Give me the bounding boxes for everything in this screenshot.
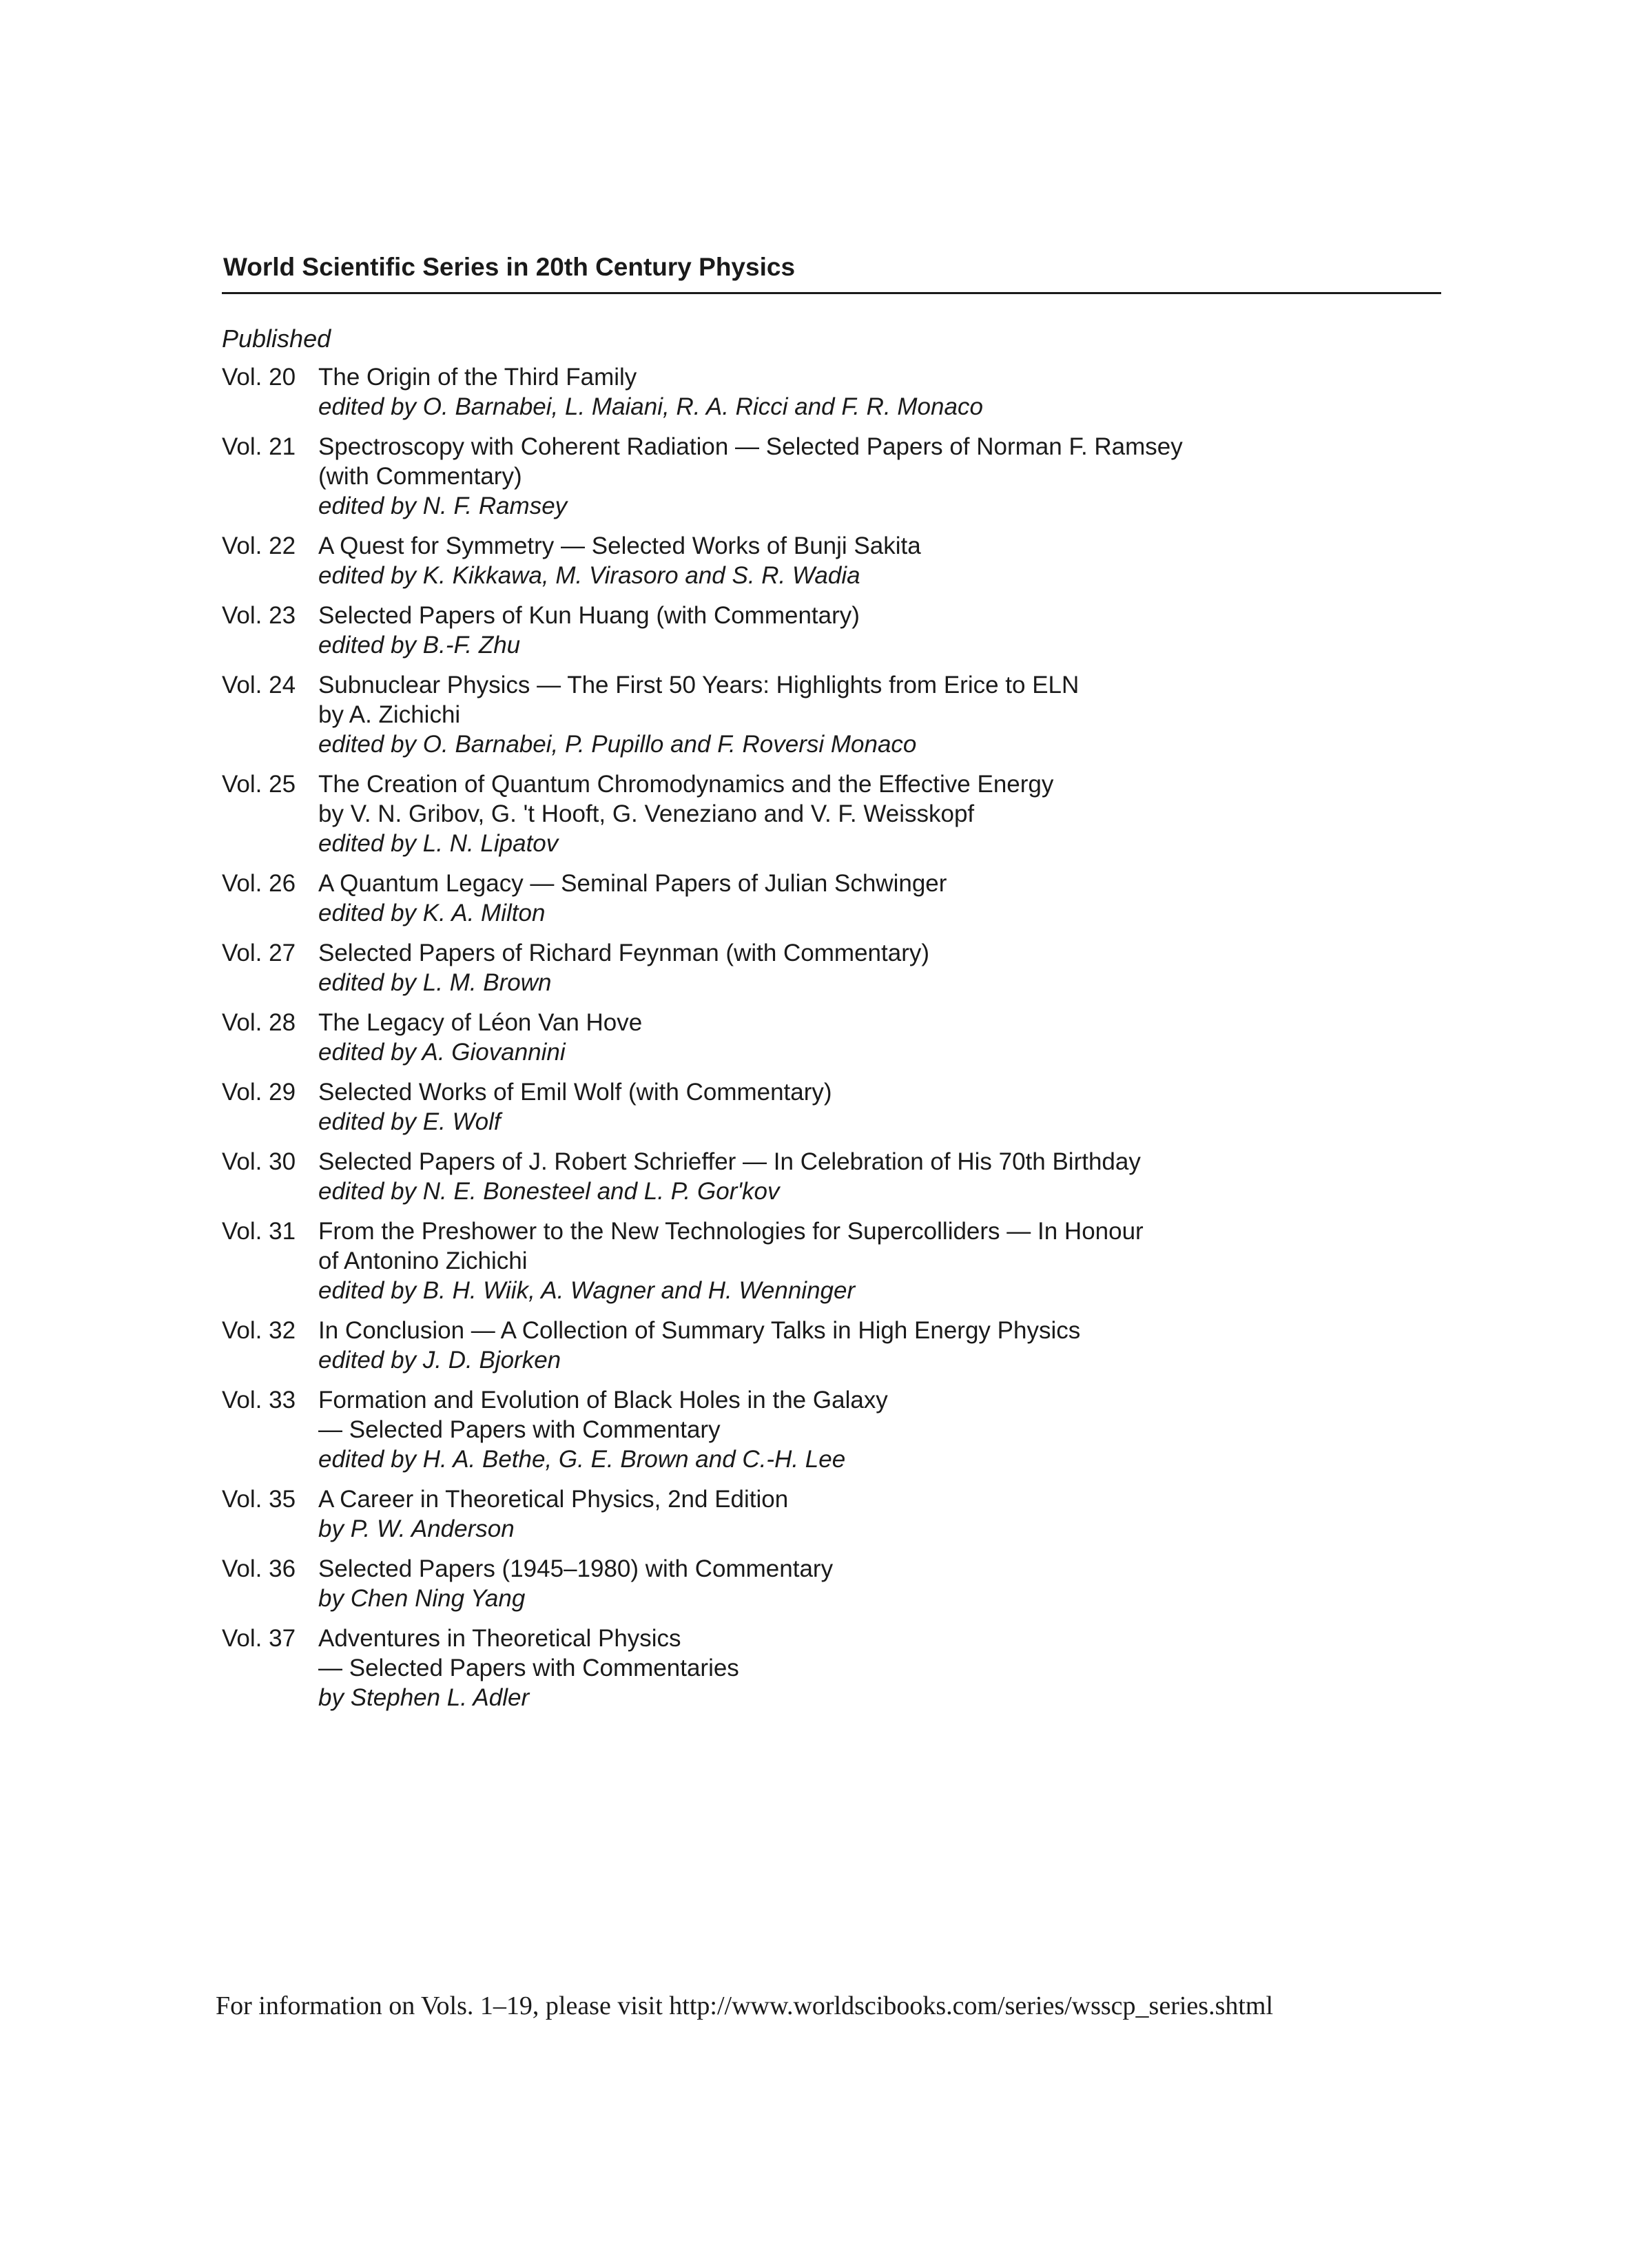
volume-editor: edited by O. Barnabei, L. Maiani, R. A. Ricci and F. R. Monaco (318, 393, 983, 420)
volume-title-line: Formation and Evolution of Black Holes in the Galaxy (318, 1387, 888, 1413)
volume-details (318, 1216, 1393, 1305)
volume-details (318, 601, 1393, 660)
volume-details (318, 670, 1393, 759)
volume-title-line: by A. Zichichi (318, 701, 461, 728)
volume-entry (222, 1484, 1393, 1544)
volume-editor: by Chen Ning Yang (318, 1585, 526, 1612)
volume-number: Vol. 25 (222, 771, 296, 798)
volume-title-line: A Quest for Symmetry — Selected Works of Bunji Sakita (318, 532, 921, 559)
volume-number: Vol. 22 (222, 532, 296, 559)
footer-note: For information on Vols. 1–19, please visit http://www.worldscibooks.com/series/wsscp_series.shtml (216, 1991, 1274, 2020)
volume-entry (222, 362, 1393, 422)
series-header (222, 252, 1440, 294)
volume-entry (222, 1147, 1393, 1206)
volume-details (318, 869, 1393, 928)
volume-number: Vol. 30 (222, 1148, 296, 1175)
volume-editor: edited by O. Barnabei, P. Pupillo and F. Roversi Monaco (318, 731, 917, 758)
volume-title-line: A Career in Theoretical Physics, 2nd Edition (318, 1486, 789, 1513)
volume-entry (222, 869, 1393, 928)
volume-title-line: The Origin of the Third Family (318, 364, 637, 391)
volume-editor: edited by N. E. Bonesteel and L. P. Gor'kov (318, 1178, 780, 1205)
volume-editor: edited by N. F. Ramsey (318, 493, 568, 519)
volume-entry (222, 769, 1393, 858)
volume-title-line: — Selected Papers with Commentary (318, 1416, 721, 1443)
volume-title-line: Subnuclear Physics — The First 50 Years: Highlights from Erice to ELN (318, 672, 1080, 698)
volume-editor: by P. W. Anderson (318, 1515, 515, 1542)
volume-editor: edited by H. A. Bethe, G. E. Brown and C.-H. Lee (318, 1446, 846, 1473)
volume-number: Vol. 31 (222, 1218, 296, 1245)
volume-number: Vol. 27 (222, 940, 296, 966)
volume-title-line: Selected Works of Emil Wolf (with Commentary) (318, 1079, 832, 1106)
volume-entry (222, 1316, 1393, 1375)
volume-title-line: by V. N. Gribov, G. 't Hooft, G. Veneziano and V. F. Weisskopf (318, 800, 975, 827)
volume-title-line: Selected Papers of J. Robert Schrieffer — In Celebration of His 70th Birthday (318, 1148, 1141, 1175)
volume-entry (222, 531, 1393, 590)
volume-editor: edited by K. A. Milton (318, 900, 546, 926)
volume-entry (222, 938, 1393, 997)
volume-entry (222, 1624, 1393, 1712)
volume-title-line: Selected Papers of Richard Feynman (with Commentary) (318, 940, 930, 966)
volume-title-line: of Antonino Zichichi (318, 1247, 528, 1274)
volume-details (318, 1385, 1393, 1474)
volume-number: Vol. 29 (222, 1079, 296, 1106)
volume-title-line: Adventures in Theoretical Physics (318, 1625, 681, 1652)
volume-title-line: From the Preshower to the New Technologies for Supercolliders — In Honour (318, 1218, 1144, 1245)
volume-entry (222, 601, 1393, 660)
volume-details (318, 1624, 1393, 1712)
volume-title-line: The Legacy of Léon Van Hove (318, 1009, 643, 1036)
volume-editor: by Stephen L. Adler (318, 1684, 530, 1711)
volume-details (318, 1077, 1393, 1137)
volume-number: Vol. 35 (222, 1486, 296, 1513)
volume-entry (222, 1385, 1393, 1474)
volume-editor: edited by B.-F. Zhu (318, 632, 521, 659)
volume-editor: edited by E. Wolf (318, 1108, 501, 1135)
volume-number: Vol. 32 (222, 1317, 296, 1344)
volume-title-line: In Conclusion — A Collection of Summary Talks in High Energy Physics (318, 1317, 1081, 1344)
volume-editor: edited by L. N. Lipatov (318, 830, 559, 857)
volume-number: Vol. 24 (222, 672, 296, 698)
volume-title-line: — Selected Papers with Commentaries (318, 1655, 739, 1681)
volume-details (318, 1554, 1393, 1613)
volume-entry (222, 1008, 1393, 1067)
volume-title-line: Selected Papers of Kun Huang (with Commentary) (318, 602, 860, 629)
volume-details (318, 432, 1393, 521)
volume-number: Vol. 23 (222, 602, 296, 629)
volume-entry (222, 432, 1393, 521)
volume-title-line: Spectroscopy with Coherent Radiation — Selected Papers of Norman F. Ramsey (318, 433, 1183, 460)
volume-editor: edited by K. Kikkawa, M. Virasoro and S. R. Wadia (318, 562, 860, 589)
volume-details (318, 769, 1393, 858)
volume-details (318, 938, 1393, 997)
volume-number: Vol. 21 (222, 433, 296, 460)
volume-number: Vol. 37 (222, 1625, 296, 1652)
volume-list (222, 362, 1393, 1723)
volume-number: Vol. 20 (222, 364, 296, 391)
volume-details (318, 1008, 1393, 1067)
volume-number: Vol. 28 (222, 1009, 296, 1036)
volume-editor: edited by L. M. Brown (318, 969, 552, 996)
published-label: Published (222, 324, 331, 353)
volume-editor: edited by B. H. Wiik, A. Wagner and H. Wenninger (318, 1277, 856, 1304)
volume-title-line: (with Commentary) (318, 463, 522, 490)
volume-number: Vol. 26 (222, 870, 296, 897)
volume-details (318, 1147, 1393, 1206)
volume-details (318, 531, 1393, 590)
volume-entry (222, 1077, 1393, 1137)
volume-entry (222, 1554, 1393, 1613)
volume-details (318, 362, 1393, 422)
volume-entry (222, 670, 1393, 759)
volume-editor: edited by A. Giovannini (318, 1039, 566, 1066)
volume-title-line: The Creation of Quantum Chromodynamics and the Effective Energy (318, 771, 1054, 798)
volume-number: Vol. 33 (222, 1387, 296, 1413)
volume-entry (222, 1216, 1393, 1305)
series-title: World Scientific Series in 20th Century Physics (223, 253, 796, 281)
volume-number: Vol. 36 (222, 1555, 296, 1582)
volume-details (318, 1484, 1393, 1544)
volume-title-line: A Quantum Legacy — Seminal Papers of Julian Schwinger (318, 870, 947, 897)
header-rule (222, 292, 1441, 294)
volume-editor: edited by J. D. Bjorken (318, 1347, 561, 1374)
volume-title-line: Selected Papers (1945–1980) with Commentary (318, 1555, 834, 1582)
volume-details (318, 1316, 1393, 1375)
